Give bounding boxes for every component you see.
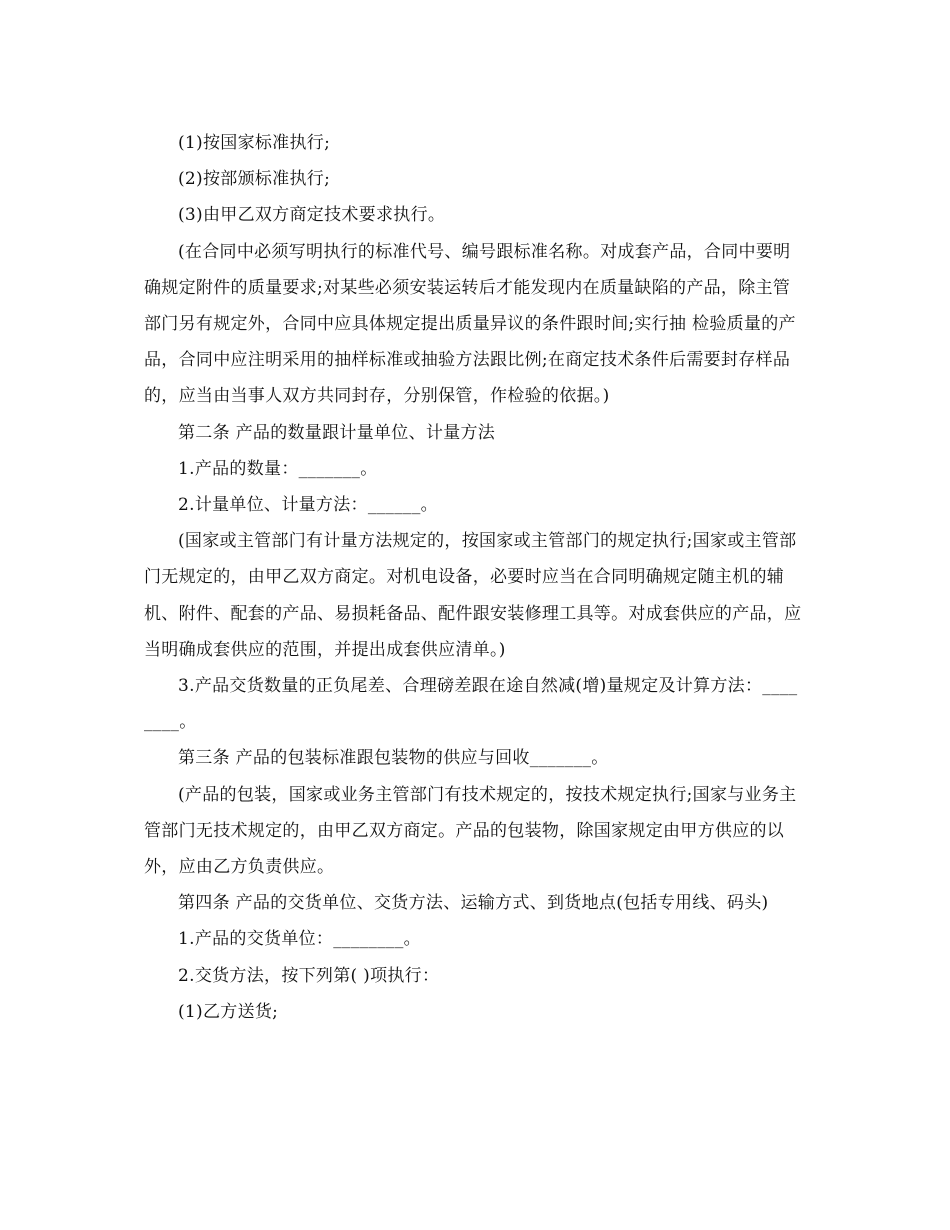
article-heading: 第三条 产品的包装标准跟包装物的供应与回收_______。	[178, 748, 609, 769]
clause-item: 2.交货方法，按下列第( )项执行：	[178, 965, 440, 986]
clause-item: 1.产品的交货单位：________。	[178, 929, 421, 950]
clause-item: 3.产品交货数量的正负尾差、合理磅差跟在途自然减(增)量规定及计算方法：________。	[144, 676, 798, 733]
clause-item: (3)由甲乙双方商定技术要求执行。	[178, 205, 446, 226]
article-heading: 第四条 产品的交货单位、交货方法、运输方式、到货地点(包括专用线、码头)	[178, 893, 769, 914]
clause-item: (2)按部颁标准执行;	[178, 169, 331, 190]
note-paragraph: (在合同中必须写明执行的标准代号、编号跟标准名称。对成套产品，合同中要明确规定附件的质量要求;对某些必须安装运转后才能发现内在质量缺陷的产品，除主管部门另有规定外，合同中应具体规定提出质量异议的条件跟时间;实行抽 检验质量的产品，合同中应注明采用的抽样标准或抽验方法跟比例;在商定技术条件后需要封存样品的，应当由当事人双方共同封存，分别保管，作检验的依据。)	[144, 241, 796, 407]
clause-item: (1)按国家标准执行;	[178, 133, 331, 153]
document-body	[144, 125, 804, 1030]
clause-item: 2.计量单位、计量方法：______。	[178, 495, 438, 516]
note-paragraph: (国家或主管部门有计量方法规定的，按国家或主管部门的规定执行;国家或主管部门无规定的，由甲乙双方商定。对机电设备，必要时应当在合同明确规定随主机的辅机、附件、配套的产品、易损耗备品、配件跟安装修理工具等。对成套供应的产品，应当明确成套供应的范围，并提出成套供应清单。)	[144, 531, 802, 660]
note-paragraph: (产品的包装，国家或业务主管部门有技术规定的，按技术规定执行;国家与业务主管部门无技术规定的，由甲乙双方商定。产品的包装物，除国家规定由甲方供应的以外，应由乙方负责供应。	[144, 784, 797, 878]
clause-item: 1.产品的数量：_______。	[178, 458, 378, 479]
clause-item: (1)乙方送货;	[178, 1001, 279, 1022]
article-heading: 第二条 产品的数量跟计量单位、计量方法	[178, 422, 496, 443]
